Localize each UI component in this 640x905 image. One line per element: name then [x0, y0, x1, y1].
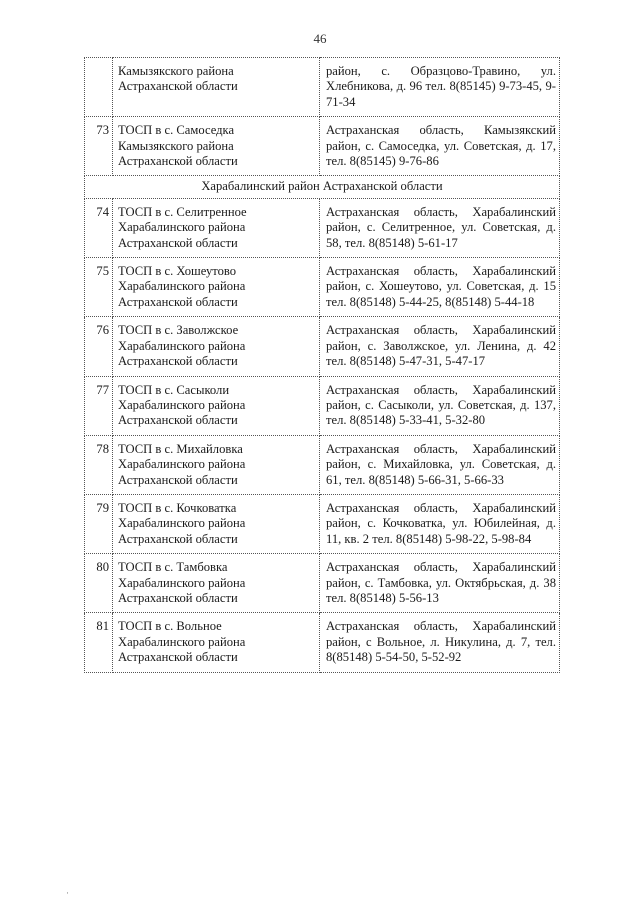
row-number-cell: 73 — [85, 117, 113, 176]
registry-table-body — [85, 58, 560, 673]
office-name-line: Харабалинского района — [118, 516, 246, 531]
office-name-line: ТОСП в с. Сасыколи — [118, 382, 230, 397]
office-address-cell: Астраханская область, Харабалинский район, с. Михайловка, ул. Советская, д. 61, тел. 8(85148) 5-66-31, 5-66-33 — [320, 435, 560, 494]
office-name-line: ТОСП в с. Кочковатка — [118, 500, 237, 515]
table-row-73 — [85, 117, 560, 176]
office-name-line: ТОСП в с. Михайловка — [118, 441, 243, 456]
table-row-74 — [85, 198, 560, 257]
office-name-line: ТОСП в с. Селитренное — [118, 204, 247, 219]
row-number-cell: 76 — [85, 317, 113, 376]
table-row-81 — [85, 613, 560, 672]
office-name-line: Астраханской области — [118, 79, 238, 94]
row-number-cell: 74 — [85, 198, 113, 257]
office-name-line: ТОСП в с. Заволжское — [118, 323, 239, 338]
office-address-cell: Астраханская область, Харабалинский район, с. Хошеутово, ул. Советская, д. 15 тел. 8(85148) 5-44-25, 8(85148) 5-44-18 — [320, 258, 560, 317]
office-name-cell — [113, 435, 320, 494]
row-number-cell: 80 — [85, 554, 113, 613]
office-address-cell: Астраханская область, Харабалинский район, с. Кочковатка, ул. Юбилейная, д. 11, кв. 2 тел. 8(85148) 5-98-22, 5-98-84 — [320, 494, 560, 553]
table-row-continued — [85, 58, 560, 117]
office-address-cell: Астраханская область, Харабалинский район, с. Селитренное, ул. Советская, д. 58, тел. 8(85148) 5-61-17 — [320, 198, 560, 257]
office-name-line: Харабалинского района — [118, 634, 246, 649]
table-row-79 — [85, 494, 560, 553]
registry-table — [84, 57, 560, 673]
section-title: Харабалинский район Астраханской области — [85, 176, 560, 198]
office-name-cell — [113, 494, 320, 553]
office-name-cell — [113, 554, 320, 613]
office-name-line: Камызякского района — [118, 138, 234, 153]
office-name-line: Астраханской области — [118, 294, 238, 309]
office-name-line: Харабалинского района — [118, 575, 246, 590]
table-row-75 — [85, 258, 560, 317]
office-address-cell: Астраханская область, Камызякский район, с. Самоседка, ул. Советская, д. 17, тел. 8(85145) 9-76-86 — [320, 117, 560, 176]
office-name-cell — [113, 317, 320, 376]
scan-speck-mark: · — [66, 888, 69, 898]
section-header-row — [85, 176, 560, 198]
row-number-cell: 81 — [85, 613, 113, 672]
office-name-cell — [113, 258, 320, 317]
office-name-line: ТОСП в с. Тамбовка — [118, 560, 228, 575]
office-name-line: Астраханской области — [118, 531, 238, 546]
office-name-line: ТОСП в с. Вольное — [118, 619, 222, 634]
office-name-line: Харабалинского района — [118, 457, 246, 472]
office-name-line: Харабалинского района — [118, 220, 246, 235]
office-address-cell: район, с. Образцово-Травино, ул. Хлебникова, д. 96 тел. 8(85145) 9-73-45, 9-71-34 — [320, 58, 560, 117]
row-number-cell: 79 — [85, 494, 113, 553]
office-name-line: Харабалинского района — [118, 338, 246, 353]
office-address-cell: Астраханская область, Харабалинский район, с. Тамбовка, ул. Октябрьская, д. 38 тел. 8(85148) 5-56-13 — [320, 554, 560, 613]
office-name-cell — [113, 613, 320, 672]
page-number: 46 — [313, 31, 327, 46]
table-row-77 — [85, 376, 560, 435]
row-number-cell: 78 — [85, 435, 113, 494]
office-name-cell — [113, 376, 320, 435]
row-number-cell: 75 — [85, 258, 113, 317]
office-address-cell: Астраханская область, Харабалинский район, с Вольное, л. Никулина, д. 7, тел. 8(85148) 5-54-50, 5-52-92 — [320, 613, 560, 672]
office-address-cell: Астраханская область, Харабалинский район, с. Сасыколи, ул. Советская, д. 137, тел. 8(85148) 5-33-41, 5-32-80 — [320, 376, 560, 435]
office-name-line: Астраханской области — [118, 354, 238, 369]
row-number-cell — [85, 58, 113, 117]
office-name-line: Астраханской области — [118, 154, 238, 169]
row-number-cell: 77 — [85, 376, 113, 435]
office-name-line: Астраханской области — [118, 472, 238, 487]
office-name-line: ТОСП в с. Хошеутово — [118, 264, 237, 279]
office-name-cell — [113, 198, 320, 257]
office-name-line: Харабалинского района — [118, 279, 246, 294]
table-row-80 — [85, 554, 560, 613]
office-name-line: ТОСП в с. Самоседка — [118, 123, 235, 138]
office-address-cell: Астраханская область, Харабалинский район, с. Заволжское, ул. Ленина, д. 42 тел. 8(85148) 5-47-31, 5-47-17 — [320, 317, 560, 376]
office-name-line: Харабалинского района — [118, 397, 246, 412]
office-name-line: Астраханской области — [118, 235, 238, 250]
office-name-line: Камызякского района — [118, 64, 234, 78]
office-name-line: Астраханской области — [118, 590, 238, 605]
office-name-cell — [113, 58, 320, 117]
office-name-line: Астраханской области — [118, 413, 238, 428]
office-name-line: Астраханской области — [118, 650, 238, 665]
office-name-cell — [113, 117, 320, 176]
table-row-78 — [85, 435, 560, 494]
table-row-76 — [85, 317, 560, 376]
